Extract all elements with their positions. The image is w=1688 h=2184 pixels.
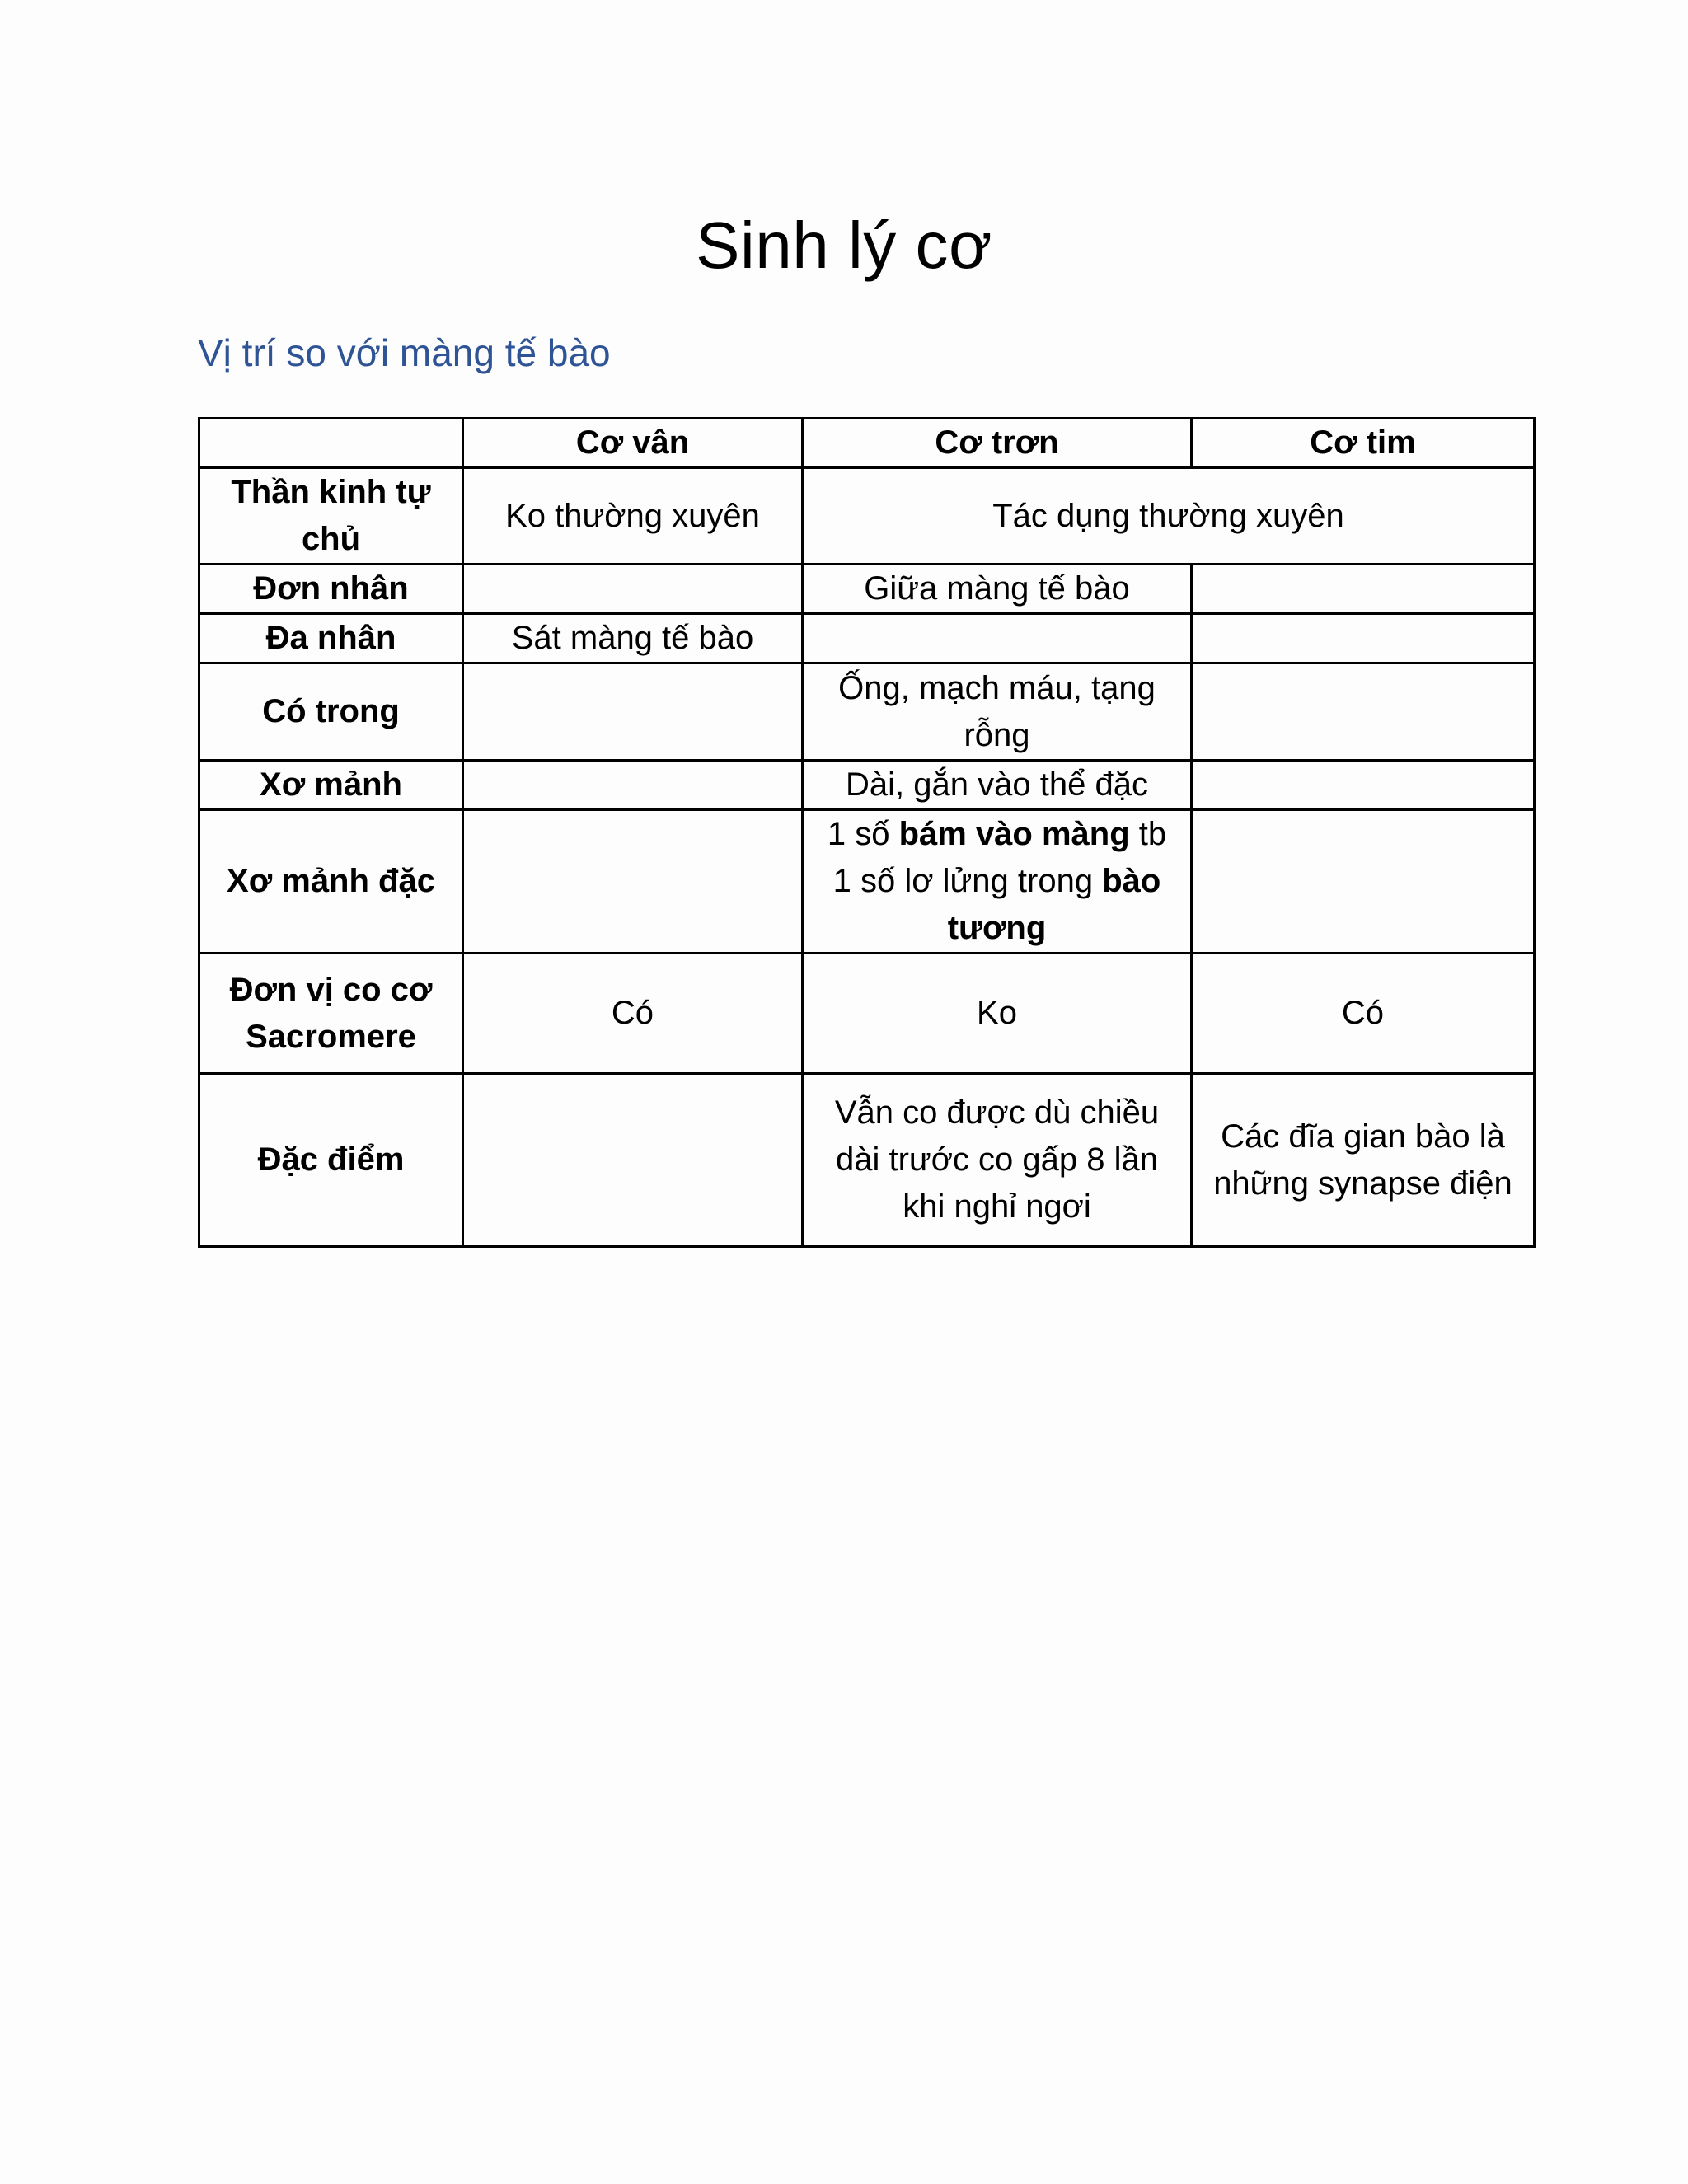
row-label: Đơn nhân: [199, 565, 463, 614]
table-header-cell: Cơ tim: [1192, 419, 1535, 468]
cell-text: tb: [1129, 816, 1167, 852]
table-row: [199, 565, 1535, 614]
page-title: Sinh lý cơ: [696, 209, 992, 282]
cell-bold-text: bào tương: [947, 863, 1161, 946]
table-cell: [463, 1074, 803, 1247]
table-cell: [1192, 663, 1535, 761]
table-row: [199, 954, 1535, 1074]
row-label: Xơ mảnh đặc: [199, 810, 463, 954]
row-label: Đặc điểm: [199, 1074, 463, 1247]
table-cell: Có: [463, 954, 803, 1074]
table-cell: [463, 761, 803, 810]
table-row: [199, 468, 1535, 565]
table-row: [199, 761, 1535, 810]
row-label-line: Sacromere: [246, 1018, 416, 1055]
table-header-cell: Cơ trơn: [803, 419, 1192, 468]
cell-line: [812, 858, 1182, 952]
table-header-cell: [199, 419, 463, 468]
table-row: [199, 614, 1535, 663]
table-cell: Dài, gắn vào thể đặc: [803, 761, 1192, 810]
table-cell: [1192, 810, 1535, 954]
cell-line: [812, 811, 1182, 858]
table-row: [199, 1074, 1535, 1247]
table-cell: Ống, mạch máu, tạng rỗng: [803, 663, 1192, 761]
cell-text: 1 số lơ lửng trong: [832, 863, 1103, 899]
table-cell: [1192, 614, 1535, 663]
cell-bold-text: bám vào màng: [898, 816, 1130, 852]
row-label: Có trong: [199, 663, 463, 761]
table-row: [199, 810, 1535, 954]
table-cell: Có: [1192, 954, 1535, 1074]
row-label: Đa nhân: [199, 614, 463, 663]
row-label-line: Đơn vị co cơ: [229, 971, 433, 1008]
row-label: Thần kinh tự chủ: [199, 468, 463, 565]
table-row: [199, 663, 1535, 761]
table-cell: Các đĩa gian bào là những synapse điện: [1192, 1074, 1535, 1247]
table-cell: [463, 565, 803, 614]
table-cell: Tác dụng thường xuyên: [803, 468, 1535, 565]
table-cell: [803, 810, 1192, 954]
table-cell: [463, 663, 803, 761]
cell-text: 1 số: [827, 816, 899, 852]
table-cell: Ko: [803, 954, 1192, 1074]
table-header-row: [199, 419, 1535, 468]
table-cell: Giữa màng tế bào: [803, 565, 1192, 614]
row-label: [199, 954, 463, 1074]
table-cell: Ko thường xuyên: [463, 468, 803, 565]
table-cell: [803, 614, 1192, 663]
table-cell: [1192, 565, 1535, 614]
table-cell: [463, 810, 803, 954]
table-cell: Sát màng tế bào: [463, 614, 803, 663]
table-cell: [1192, 761, 1535, 810]
comparison-table: [198, 417, 1536, 1248]
section-heading: Vị trí so với màng tế bào: [198, 331, 611, 374]
row-label: Xơ mảnh: [199, 761, 463, 810]
table-header-cell: Cơ vân: [463, 419, 803, 468]
table-cell: Vẫn co được dù chiều dài trước co gấp 8 lần khi nghỉ ngơi: [803, 1074, 1192, 1247]
